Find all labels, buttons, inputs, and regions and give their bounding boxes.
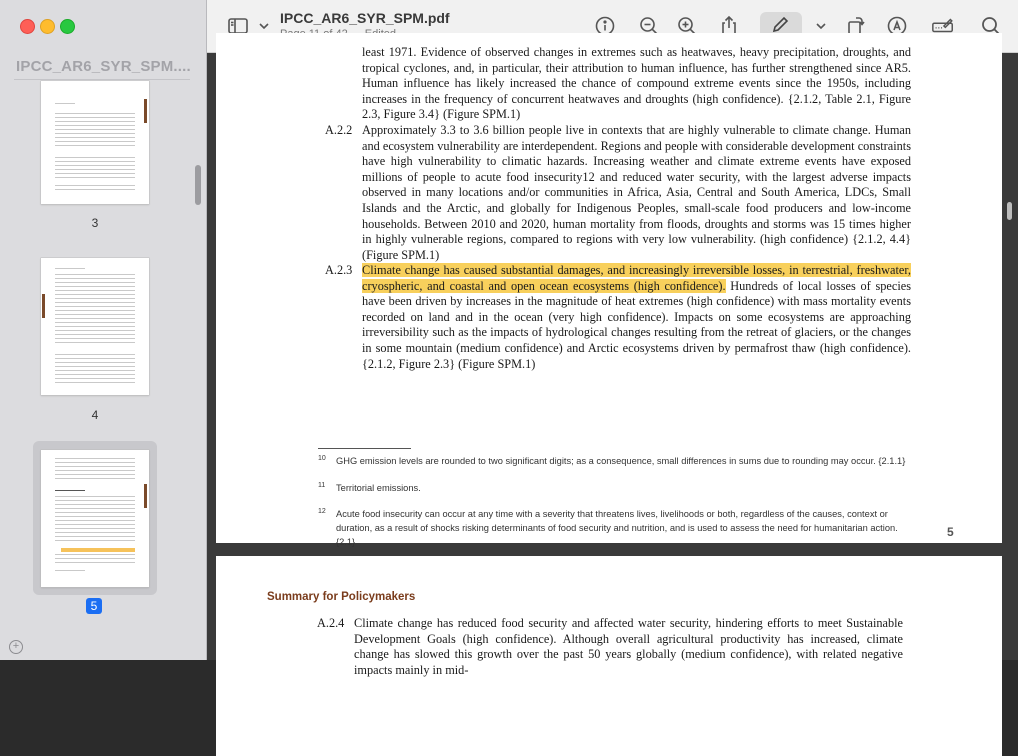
document-view[interactable] — [207, 45, 1018, 677]
footnote-12: 12 Acute food insecurity can occur at any time with a severity that threatens lives, livelihoods or both, regardless of the causes, context or duration, as a result of shocks risking determinants of food security and nutrition, and is used to assess the need for humanitarian action. {2.1} — [318, 508, 898, 547]
paragraph-a222: Approximately 3.3 to 3.6 billion people live in contexts that are highly vulnerable to climate change. Human and ecosystem vulnerability are interdependent. Regions and people with considerable development constraints have high vulnerability to climatic hazards. Increasing weather and climate extreme events have exposed millions of people to acute food insecurity12 and reduced water security, with the largest adverse impacts observed in many locations and/or communities in Africa, Asia, Central and South America, LDCs, Small Islands and the Arctic, and globally for Indigenous Peoples, small-scale food producers and low-income households. Between 2010 and 2020, human mortality from floods, droughts and storms was 15 times higher in highly vulnerable regions, compared to regions with very low vulnerability. (high confidence) {2.1.2, 4.4} (Figure SPM.1) — [362, 123, 911, 262]
paragraph-a223-rest: Hundreds of local losses of species have been driven by increases in the magnitude of heat extremes (high confidence) with mass mortality events recorded on land and in the ocean (very high confidence). Impacts on some ecosystems are approaching irreversibility such as the impacts of hydrological changes resulting from the retreat of glaciers, or the changes in some mountain (medium confidence) and Arctic ecosystems driven by permafrost thaw (high confidence). {2.1.2, Figure 2.3} (Figure SPM.1) — [362, 278, 911, 371]
document-scrollbar[interactable] — [1007, 202, 1012, 220]
sidebar-doc-title: IPCC_AR6_SYR_SPM.... — [16, 58, 191, 75]
page-thumbnail-4[interactable] — [41, 258, 149, 395]
sidebar-divider — [14, 79, 190, 80]
document-title: IPCC_AR6_SYR_SPM.pdf — [280, 10, 450, 26]
add-icon[interactable]: + — [9, 640, 23, 654]
paragraph-a224: Climate change has reduced food security and affected water security, hindering efforts to meet Sustainable Development Goals (high confidence). Although overall agricultural productivity has increased, climate change has slowed this growth over the past 50 years globally (medium confidence), with related negative impacts mainly in mid- — [354, 616, 903, 677]
highlighted-text[interactable]: Climate change has caused substantial damages, and increasingly irreversible losses, in terrestrial, freshwater, cryospheric, and coastal and open ocean ecosystems (high confidence). — [362, 263, 911, 293]
sidebar-scrollbar[interactable] — [195, 165, 201, 205]
footnote-11: 11 Territorial emissions. — [318, 482, 421, 493]
zoom-window-button[interactable] — [60, 19, 75, 34]
pdf-page-5 — [216, 33, 1002, 547]
item-number-a224: A.2.4 — [317, 616, 345, 630]
item-number-a223: A.2.3 — [325, 263, 353, 277]
section-heading: Summary for Policymakers — [267, 591, 416, 603]
page-thumbnail-3[interactable] — [41, 81, 149, 204]
item-number-a222: A.2.2 — [325, 123, 353, 137]
page-thumbnail-5[interactable] — [41, 450, 149, 587]
paragraph-top: least 1971. Evidence of observed changes in extremes such as heatwaves, heavy precipitation, droughts, and tropical cyclones, and, in particular, their attribution to human influence, has further strengthened since AR5. Human influence has likely increased the chance of compound extreme events since the 1950s, including increases in the frequency of concurrent heatwaves and droughts (high confidence). {2.1.2, Table 2.1, Figure 2.3, Figure 3.4} (Figure SPM.1) — [362, 45, 911, 122]
minimize-window-button[interactable] — [40, 19, 55, 34]
page-thumbnail-label-4: 4 — [91, 408, 99, 422]
page-thumbnail-label-5: 5 — [86, 598, 102, 614]
close-window-button[interactable] — [20, 19, 35, 34]
footnote-10: 10 GHG emission levels are rounded to two significant digits; as a consequence, small differences in sums due to rounding may occur. {2.1.1} — [318, 455, 906, 466]
footnote-rule — [318, 448, 411, 449]
thumbnail-sidebar — [0, 0, 207, 660]
page-number: 5 — [947, 525, 954, 539]
pdf-page-6 — [216, 556, 1002, 756]
page-thumbnail-label-3: 3 — [91, 216, 99, 230]
paragraph-a223 — [362, 263, 911, 372]
